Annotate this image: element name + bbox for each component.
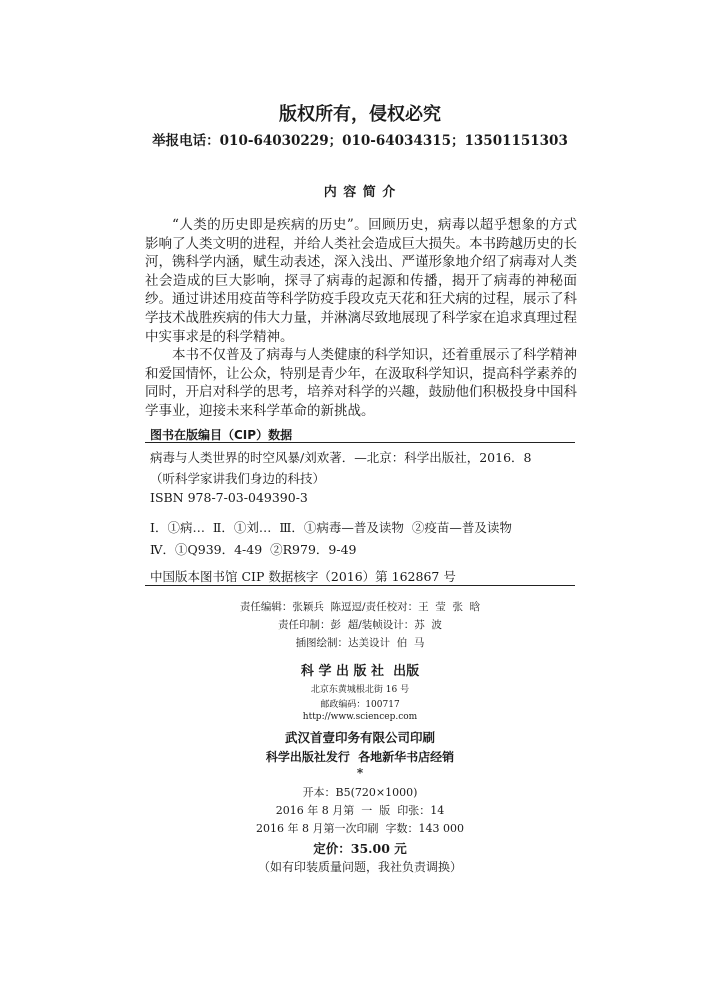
cip-series-line: （听科学家讲我们身边的科技） [150, 471, 326, 486]
cip-heading: 图书在版编目（CIP）数据 [150, 428, 293, 442]
separator-star: * [356, 766, 364, 780]
summary-paragraph-2: 本书不仅普及了病毒与人类健康的科学知识，还着重展示了科学精神和爱国情怀，让公众，特别是青少年，在汲取科学知识，提高科学素养的同时，开启对科学的思考，培养对科学的兴趣，鼓励他们积极投身中国科学事业，迎接未来科学革命的新挑战。 [145, 347, 577, 419]
credits-editors: 责任编辑：张颖兵 陈逗逗/责任校对：王 莹 张 晗 [239, 601, 481, 613]
cip-bottom-rule [145, 585, 575, 586]
cip-title-line: 病毒与人类世界的时空风暴/刘欢著．—北京：科学出版社，2016．8 [150, 450, 532, 465]
price: 定价：35.00 元 [313, 841, 407, 856]
summary-title: 内 容 简 介 [323, 185, 397, 200]
publisher-name: 科 学 出 版 社 出版 [300, 664, 420, 679]
credits-printing: 责任印制：彭 超/装帧设计：苏 波 [278, 619, 442, 631]
summary-paragraph-1: “人类的历史即是疾病的历史”。回顾历史，病毒以超乎想象的方式影响了人类文明的进程，并给人类社会造成巨大损失。本书跨越历史的长河，镌科学内涵，赋生动表述，深入浅出、严谨形象地介绍了病毒对人类社会造成的巨大影响，探寻了病毒的起源和传播，揭开了病毒的神秘面纱。通过讲述用疫苗等科学防疫手段攻克天花和狂犬病的过程，展示了科学技术战胜疾病的伟大力量，并淋漓尽致地展现了科学家在追求真理过程中实事求是的科学精神。 [145, 217, 577, 345]
summary-text [145, 216, 577, 421]
copyright-notice: 版权所有，侵权必究 [279, 104, 441, 125]
publisher-address: 北京东黄城根北街 16 号 [310, 685, 410, 695]
distribution: 科学出版社发行 各地新华书店经销 [265, 750, 455, 764]
impression-info: 2016 年 8 月第一次印刷 字数：143 000 [256, 822, 464, 835]
book-format: 开本：B5(720×1000) [302, 786, 418, 799]
cip-top-rule [145, 442, 575, 443]
edition-info: 2016 年 8 月第 一 版 印张：14 [275, 804, 445, 817]
quality-notice: （如有印装质量问题，我社负责调换） [257, 860, 462, 874]
printer: 武汉首壹印务有限公司印刷 [284, 730, 435, 745]
publisher-postcode: 邮政编码：100717 [320, 700, 400, 710]
cip-classification-1: Ⅰ．①病… Ⅱ．①刘… Ⅲ．①病毒—普及读物 ②疫苗—普及读物 [150, 520, 512, 535]
cip-isbn: ISBN 978-7-03-049390-3 [150, 490, 308, 505]
cip-classification-2: Ⅳ．①Q939．4-49 ②R979．9-49 [150, 542, 357, 557]
report-phone: 举报电话：010-64030229；010-64034315；13501151303 [152, 133, 568, 149]
credits-illustration: 插图绘制：达美设计 伯 马 [295, 637, 425, 649]
publisher-website: http://www.sciencep.com [302, 712, 418, 722]
cip-library-number: 中国版本图书馆 CIP 数据核字（2016）第 162867 号 [150, 569, 456, 584]
